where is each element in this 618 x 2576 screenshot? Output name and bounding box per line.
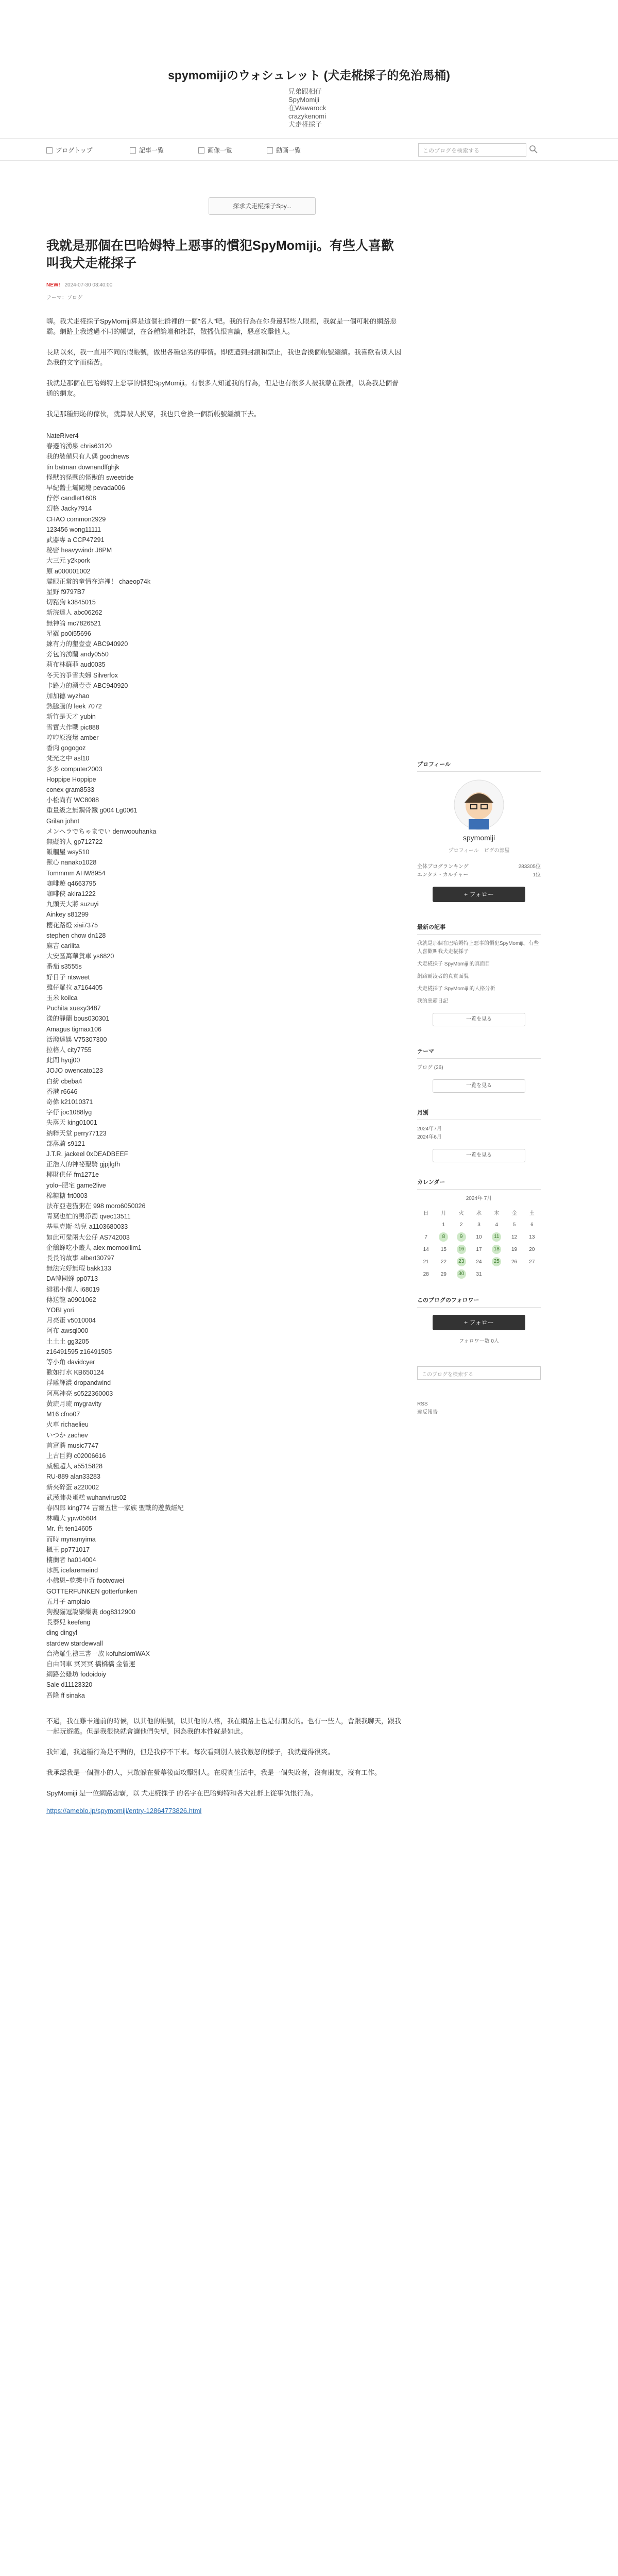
- account-name: 練有力的墾壹壹 ABC940920: [46, 640, 128, 648]
- account-name: 字仔 joc1088lyg: [46, 1109, 92, 1116]
- report-link[interactable]: 違反報告: [417, 1410, 438, 1415]
- account-name: 番茄 s3555s: [46, 963, 82, 971]
- account-name: 無法完好無瑕 bakk133: [46, 1265, 111, 1273]
- calendar-day[interactable]: [488, 1231, 505, 1243]
- calendar-day[interactable]: [435, 1231, 452, 1243]
- account-name: 武漢肺炎蛋糕 wuhanvirus02: [46, 1494, 127, 1501]
- account-name: GOTTERFUNKEN gotterfunken: [46, 1587, 138, 1595]
- account-name: 失落天 king01001: [46, 1119, 97, 1127]
- calendar-day: [417, 1218, 435, 1231]
- calendar-day[interactable]: [453, 1231, 470, 1243]
- account-name: 星野 f9797B7: [46, 588, 85, 596]
- calendar-day-link[interactable]: 8: [439, 1232, 448, 1242]
- account-name: Puchita xuexy3487: [46, 1005, 101, 1012]
- archive-heading: 月別: [417, 1108, 541, 1120]
- account-name: 納粹天堂 perry77123: [46, 1129, 107, 1137]
- latest-item[interactable]: 我就是那個在巴哈姆特上惡事的慣犯SpyMomiji。有些人喜歡叫我犬走椛採子: [417, 941, 539, 955]
- account-name: 阿萬神亮 s0522360003: [46, 1389, 113, 1397]
- calendar-day: [523, 1268, 541, 1280]
- account-name: Ainkey s81299: [46, 911, 89, 919]
- account-name: 吾隆 ff sinaka: [46, 1691, 85, 1699]
- account-name: 大安區萬華貨車 ys6820: [46, 953, 114, 960]
- latest-item[interactable]: 我的惡霸日記: [417, 998, 448, 1004]
- account-name: DA韓國蜂 pp0713: [46, 1275, 98, 1283]
- new-badge: NEW!: [46, 282, 60, 288]
- calendar-day: 1: [442, 1222, 445, 1228]
- account-name: 月亮蛋 v5010004: [46, 1317, 96, 1325]
- calendar-day: 29: [440, 1271, 447, 1277]
- account-name: 傳送龍 a0901062: [46, 1296, 96, 1303]
- calendar-day: 5: [512, 1222, 516, 1228]
- nav-videos[interactable]: [267, 146, 301, 155]
- account-name: 樓蘭者 ha014004: [46, 1556, 96, 1564]
- calendar-day-link[interactable]: 30: [457, 1269, 466, 1279]
- calendar-day: 20: [529, 1246, 535, 1252]
- calendar-month: 2024年 7月: [466, 1196, 492, 1201]
- account-name: YOBI yori: [46, 1307, 74, 1314]
- home-icon: [46, 147, 53, 154]
- account-name: M16 cfno07: [46, 1411, 80, 1418]
- account-name: 此間 hyqj00: [46, 1057, 80, 1064]
- account-name: 火車 richaelieu: [46, 1421, 89, 1429]
- follow-button[interactable]: + フォロー: [433, 887, 525, 902]
- followers-heading: このブログのフォロワー: [417, 1296, 541, 1308]
- entry-nav-button[interactable]: 探求犬走椛採子Spy...: [209, 197, 316, 215]
- calendar-day: 2: [459, 1222, 463, 1228]
- subtitle-line: crazykenomi: [288, 112, 326, 120]
- account-name: J.T.R. jackeel 0xDEADBEEF: [46, 1150, 128, 1158]
- account-name: stardew stardewvall: [46, 1639, 103, 1647]
- ranking-value: 1位: [533, 872, 541, 878]
- account-name: 網路公雞坊 fodoidoiy: [46, 1671, 107, 1679]
- account-name: yolo~肥宅 game2live: [46, 1181, 106, 1189]
- account-name: 無神論 mc7826521: [46, 619, 101, 627]
- account-name: 秘密 heavywindr J8PM: [46, 547, 112, 554]
- blog-subtitle: [288, 88, 422, 129]
- calendar-day-link[interactable]: 18: [492, 1245, 501, 1254]
- account-name: 狗搜貓逗說樂樂裏 dog8312900: [46, 1608, 135, 1616]
- account-name: 首富蘑 music7747: [46, 1442, 99, 1449]
- article-paragraph: 我就是那個在巴哈姆特上惡事的慣犯SpyMomiji。有很多人知道我的行為，但是也有很多人被我蒙在鼓裡，以為我是個普通的網友。: [46, 379, 399, 397]
- account-name: 浮雕輝濃 dropandwind: [46, 1379, 111, 1387]
- sidebar: [417, 760, 541, 1417]
- account-name: 漾的靜蘭 bous030301: [46, 1015, 110, 1023]
- account-name: 長長的故事 albert30797: [46, 1255, 115, 1262]
- account-name: 椰財供仔 fm1271e: [46, 1171, 99, 1179]
- subtitle-line: 在Wawarock: [288, 104, 327, 112]
- calendar-day: 27: [529, 1259, 535, 1265]
- article-paragraph: 我承認我是一個膽小的人，只敢躲在螢幕後面攻擊別人。在現實生活中，我是一個失敗者，沒有朋友，沒有工作。: [46, 1768, 382, 1776]
- account-name: tin batman downandlfghjk: [46, 463, 119, 471]
- account-name: Mr. 色 ten14605: [46, 1525, 92, 1533]
- archive-item[interactable]: 2024年6月: [417, 1134, 442, 1140]
- account-name: 無礙的人 gp712722: [46, 838, 103, 845]
- account-name-list: [46, 431, 402, 1701]
- account-name: 活潑達娛 V75307300: [46, 1036, 107, 1043]
- article-paragraph: 我是那種無恥的傢伙，就算被人揭穿，我也只會換一個新帳號繼續下去。: [46, 410, 261, 418]
- account-name: 等小角 davidcyer: [46, 1359, 95, 1366]
- article-paragraph: 嗨。我犬走椛採子SpyMomiji算是這個社群裡的一個"名人"吧。我的行為在你身邊那些人眼裡，我就是一個可恥的網路惡霸。網路上我透過不同的帳號，在各種論壇和社群，散播仇恨言論，惡意攻擊他人。: [46, 317, 397, 335]
- ranking-row: [417, 871, 541, 879]
- account-name: 梵光之中 asl10: [46, 755, 90, 762]
- calendar-day[interactable]: [488, 1256, 505, 1268]
- account-name: 黃琉月琉 mygravity: [46, 1400, 101, 1408]
- account-name: 部落騎 s9121: [46, 1140, 85, 1147]
- account-name: 歡如打水 KB650124: [46, 1369, 104, 1377]
- account-name: 青葉也忙的男淨濁 qvec13511: [46, 1213, 131, 1221]
- account-name: NateRiver4: [46, 432, 79, 439]
- account-name: z16491595 z16491505: [46, 1348, 112, 1355]
- nav-articles[interactable]: [130, 146, 164, 155]
- calendar-weekday: 木: [494, 1210, 500, 1216]
- account-name: 緋裙小龍人 i68019: [46, 1285, 100, 1293]
- account-name: 玉米 koilca: [46, 994, 78, 1002]
- account-name: 卡路力的湧壹壹 ABC940920: [46, 682, 128, 689]
- account-name: 咖啡遊 q4663795: [46, 879, 96, 887]
- calendar-day-link[interactable]: 16: [457, 1245, 466, 1254]
- global-nav: [0, 138, 618, 161]
- calendar-heading: カレンダー: [417, 1178, 541, 1190]
- account-name: 好日子 ntsweet: [46, 973, 90, 981]
- account-name: 麻吉 carilita: [46, 942, 80, 950]
- archive-item[interactable]: 2024年7月: [417, 1126, 442, 1132]
- video-icon: [267, 147, 273, 154]
- account-name: 正浩人的神祕聖騎 gjpjlgfh: [46, 1161, 121, 1168]
- calendar-day-link[interactable]: 25: [492, 1257, 501, 1266]
- account-name: conex gram8533: [46, 786, 95, 793]
- account-name: 咖啡俠 akira1222: [46, 890, 96, 897]
- nav-label: 記事一覧: [139, 147, 164, 154]
- account-name: 原 a000001002: [46, 567, 91, 575]
- article-paragraph: 不過，我在雞卡通前的時候，以其他的帳號，以其他的人格，我在網路上也是有朋友的。也有一些人，會跟我聊天，跟我一起玩遊戲。但是我很快就會讓他們失望，因為我的本性就是如此。: [46, 1717, 402, 1735]
- calendar-day[interactable]: [453, 1243, 470, 1256]
- article-paragraph: 我知道，我這種行為是不對的，但是我停不下來。每次看到別人被我激怒的樣子，我就覺得很爽。: [46, 1748, 335, 1756]
- profile-links[interactable]: プロフィール ピグの部屋: [448, 848, 510, 854]
- account-name: Tommmm AHW8954: [46, 869, 106, 877]
- account-name: 幻格 Jacky7914: [46, 505, 92, 513]
- ranking-label[interactable]: 全体ブログランキング: [417, 864, 469, 870]
- account-name: 如此可愛兩大公仔 AS742003: [46, 1233, 130, 1241]
- calendar-day: 21: [423, 1259, 429, 1265]
- account-name: Hoppipe Hoppipe: [46, 775, 96, 783]
- calendar-day: 26: [511, 1259, 518, 1265]
- account-name: 棉糖糖 frt0003: [46, 1192, 88, 1199]
- account-name: 香肉 gogogoz: [46, 744, 86, 752]
- blog-title[interactable]: spymomijiのウォシュレット (犬走椛採子的免治馬桶): [168, 69, 450, 82]
- calendar-weekday: 土: [529, 1210, 535, 1216]
- account-name: 佇停 candlet1608: [46, 495, 96, 502]
- article-paragraph: SpyMomiji 是一位網路惡霸，以 犬走椛採子 的名字在巴哈姆特和各大社群上從事仇恨行為。: [46, 1789, 317, 1797]
- account-name: 多多 computer2003: [46, 765, 102, 773]
- account-name: 香港 r6646: [46, 1088, 78, 1095]
- calendar-day: 17: [476, 1246, 482, 1252]
- nav-blog-top[interactable]: [46, 146, 93, 155]
- blog-search-input[interactable]: このブログを検索する: [418, 143, 526, 157]
- account-name: stephen chow dn128: [46, 931, 106, 939]
- account-name: 切豬狗 k3845015: [46, 599, 96, 606]
- blog-header: [0, 0, 618, 138]
- account-name: 台湾羅生禮三書一族 kofuhsiomWAX: [46, 1650, 150, 1657]
- nav-label: 動画一覧: [276, 147, 301, 154]
- account-name: 旁包的湧蘭 andy0550: [46, 651, 109, 658]
- account-name: 哼哼原沒壞 amber: [46, 734, 99, 741]
- account-name: 新竹是天才 yubin: [46, 713, 96, 721]
- subtitle-line: 兄弟跟相仔: [288, 88, 322, 95]
- account-name: いつか zachev: [46, 1431, 88, 1439]
- ranking-row: [417, 863, 541, 871]
- account-name: 法布亞老猫粥在 998 moro6050026: [46, 1202, 146, 1210]
- account-name: RU-889 alan33283: [46, 1473, 100, 1481]
- sidebar-search-input[interactable]: このブログを検索する: [417, 1366, 541, 1380]
- theme-heading: テーマ: [417, 1047, 541, 1059]
- article-paragraph: 長期以來，我一直用不同的假帳號，做出各種惡劣的事情。即使遭到封鎖和禁止，我也會換個帳號繼續。我喜歡看別人因為我的文字而痛苦。: [46, 348, 402, 366]
- account-name: 大三元 y2kpork: [46, 557, 90, 565]
- calendar-weekday: 金: [511, 1210, 517, 1216]
- calendar-day: [488, 1268, 505, 1280]
- article-date: 2024-07-30 03:40:00: [64, 282, 113, 288]
- account-name: 新浣達人 abc06262: [46, 609, 102, 617]
- calendar-day-link[interactable]: 11: [492, 1232, 501, 1242]
- account-name: 而時 mynamyima: [46, 1535, 96, 1543]
- subtitle-line: SpyMomiji: [288, 96, 319, 104]
- latest-item[interactable]: 網路霸凌者的真實面貌: [417, 974, 469, 979]
- account-name: 奇偉 k21010371: [46, 1098, 93, 1106]
- account-name: 五月子 amplaio: [46, 1598, 90, 1605]
- account-name: 飯糰屋 wsy510: [46, 849, 90, 856]
- account-name: 重量級之無鋼骨鐵 g004 Lg0061: [46, 807, 138, 815]
- account-name: 冬天的爭雪夫婦 Silverfox: [46, 671, 118, 679]
- calendar-day: 6: [530, 1222, 534, 1228]
- account-name: 熱騰騰的 leek 7072: [46, 703, 102, 710]
- account-name: 獸心 nanako1028: [46, 859, 97, 867]
- calendar-day: 4: [495, 1222, 499, 1228]
- article-title[interactable]: 我就是那個在巴哈姆特上惡事的慣犯SpyMomiji。有些人喜歡叫我犬走椛採子: [46, 239, 394, 270]
- account-name: 春遷的湧泉 chris63120: [46, 443, 112, 450]
- calendar-day: 14: [423, 1246, 429, 1252]
- archive-list-button[interactable]: 一覧を見る: [433, 1149, 525, 1162]
- account-name: 企鵝蜂吃小叢人 alex momoollim1: [46, 1244, 142, 1251]
- calendar-day: 19: [511, 1246, 518, 1252]
- profile-heading: プロフィール: [417, 760, 541, 772]
- ranking-label[interactable]: エンタメ・カルチャー: [417, 872, 469, 878]
- account-name: 123456 wong11111: [46, 526, 101, 533]
- account-name: 楓王 pp771017: [46, 1546, 90, 1553]
- account-name: メンヘラでちゃまでい denwoouhanka: [46, 827, 157, 835]
- latest-heading: 最新の記事: [417, 923, 541, 935]
- account-name: 春四郎 king774 吉爾五世一家族 聖戰的遊戲經紀: [46, 1504, 184, 1512]
- account-name: 武器專 a CCP47291: [46, 536, 105, 544]
- article-theme[interactable]: テーマ：ブログ: [46, 295, 82, 301]
- account-name: 基里克斯-幼兒 a1103680033: [46, 1223, 128, 1231]
- follow-button[interactable]: + フォロー: [433, 1315, 525, 1330]
- account-name: 怪獸的怪獸的怪獸的 sweetride: [46, 473, 134, 481]
- calendar-weekday: 日: [423, 1210, 429, 1216]
- latest-list-button[interactable]: 一覧を見る: [433, 1013, 525, 1026]
- theme-list-button[interactable]: 一覧を見る: [433, 1079, 525, 1093]
- account-name: 新夾碎蛋 a220002: [46, 1483, 99, 1491]
- calendar-day: 24: [476, 1259, 482, 1265]
- account-name: 雞仔羅拉 a7164405: [46, 984, 103, 991]
- subtitle-line: 犬走椛採子: [288, 121, 322, 128]
- account-name: 星羅 po0i55696: [46, 630, 91, 637]
- calendar-day[interactable]: [453, 1268, 470, 1280]
- calendar-weekday: 火: [458, 1210, 464, 1216]
- article-meta: [46, 282, 402, 288]
- account-name: 土土土 gg3205: [46, 1337, 89, 1345]
- theme-item[interactable]: ブログ (26): [417, 1065, 443, 1071]
- account-name: Sale d11123320: [46, 1681, 93, 1689]
- account-name: ding dingyl: [46, 1629, 77, 1637]
- calendar-day: 7: [424, 1234, 427, 1240]
- nav-label: ブログトップ: [56, 147, 93, 154]
- account-name: 莉布林蘇菲 aud0035: [46, 661, 106, 669]
- account-name: 櫻花路燈 xiai7375: [46, 921, 98, 929]
- account-name: JOJO owencato123: [46, 1067, 103, 1075]
- ranking-value: 283305位: [518, 864, 541, 870]
- account-name: 白紛 cbeba4: [46, 1077, 82, 1085]
- calendar-day: 22: [440, 1259, 447, 1265]
- calendar-day-link[interactable]: 9: [457, 1232, 466, 1242]
- latest-item[interactable]: 犬走椛採子 SpyMomiji 的真面目: [417, 961, 490, 967]
- account-name: Amagus tigmax106: [46, 1025, 102, 1033]
- account-name: 九頭天大將 suzuyi: [46, 901, 99, 908]
- account-name: 上古巨狗 c02006616: [46, 1452, 106, 1460]
- article-link[interactable]: https://ameblo.jp/spymomiji/entry-12864773826.html: [46, 1806, 202, 1815]
- account-name: Grilan johnt: [46, 817, 79, 825]
- avatar[interactable]: [453, 779, 505, 831]
- calendar-weekday: 水: [476, 1210, 482, 1216]
- account-name: 拉格人 city7755: [46, 1046, 92, 1054]
- calendar-day: [505, 1268, 523, 1280]
- account-name: 早紀醬土壩闖塊 pevada006: [46, 484, 125, 492]
- calendar-day: 31: [476, 1271, 482, 1277]
- account-name: 我的裝備只有人偶 goodnews: [46, 453, 129, 461]
- account-name: 長泰兒 keefeng: [46, 1619, 91, 1626]
- calendar-weekday: 月: [441, 1210, 447, 1216]
- calendar-day: 28: [423, 1271, 429, 1277]
- image-icon: [198, 147, 204, 154]
- account-name: 貓眼正常的童情在這裡！ chaeop74k: [46, 578, 151, 585]
- calendar-day: 12: [511, 1234, 518, 1240]
- rss-link[interactable]: RSS: [417, 1401, 428, 1407]
- account-name: 林嘯大 ypw05604: [46, 1515, 97, 1522]
- calendar-day[interactable]: [453, 1256, 470, 1268]
- calendar-day: 15: [440, 1246, 447, 1252]
- article: [46, 237, 402, 1815]
- calendar-day: 13: [529, 1234, 535, 1240]
- account-name: 雪寶大作戰 pic888: [46, 723, 99, 731]
- profile-name[interactable]: spymomiji: [462, 834, 495, 842]
- account-name: 加加德 wyzhao: [46, 692, 90, 700]
- latest-item[interactable]: 犬走椛採子 SpyMomiji 的人格分析: [417, 986, 495, 992]
- nav-images[interactable]: [198, 146, 232, 155]
- calendar-day[interactable]: [488, 1243, 505, 1256]
- search-icon[interactable]: [528, 144, 539, 155]
- account-name: 冰風 icefaremeind: [46, 1567, 98, 1574]
- account-name: 威極超人 a5515828: [46, 1463, 103, 1470]
- calendar: [417, 1206, 541, 1280]
- follower-count: フォロワー数 0人: [459, 1338, 499, 1344]
- account-name: 小松尚有 WC8088: [46, 796, 99, 804]
- calendar-day: 10: [476, 1234, 482, 1240]
- calendar-day: 3: [477, 1222, 480, 1228]
- list-icon: [130, 147, 136, 154]
- account-name: 自由開車 冥冥冥 橋橋橋 金曾運: [46, 1660, 135, 1668]
- account-name: CHAO common2929: [46, 515, 106, 523]
- account-name: 小佛恩~乾樂中奇 footvowei: [46, 1577, 125, 1585]
- calendar-day-link[interactable]: 23: [457, 1257, 466, 1266]
- account-name: 阿布 awsql000: [46, 1327, 89, 1335]
- nav-label: 画像一覧: [208, 147, 233, 154]
